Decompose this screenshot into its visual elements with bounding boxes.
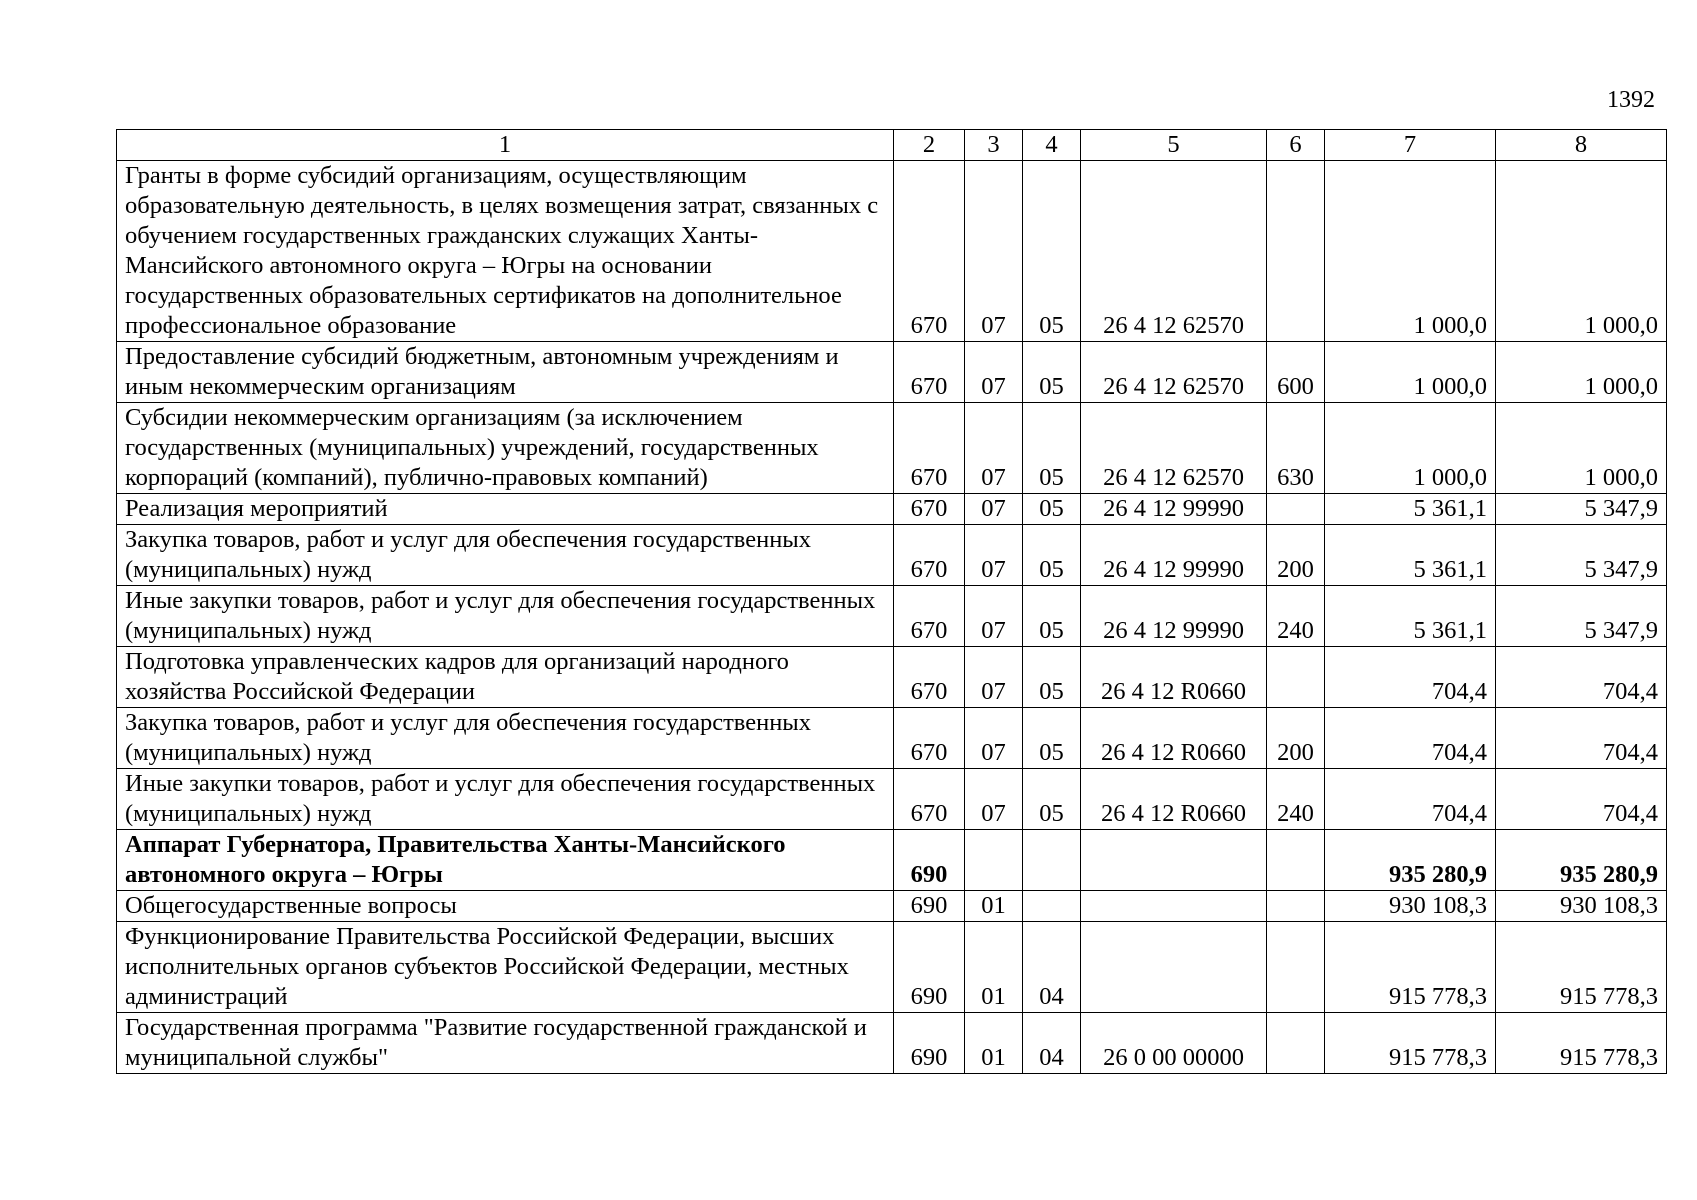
table-row [117, 769, 1667, 830]
row-sum2: 704,4 [1496, 769, 1667, 830]
row-subsection: 05 [1023, 769, 1081, 830]
row-target: 26 4 12 62570 [1081, 342, 1267, 403]
row-expense-type: 200 [1267, 708, 1325, 769]
row-ministry: 670 [894, 586, 965, 647]
row-name: Гранты в форме субсидий организациям, осуществляющим образовательную деятельность, в целях возмещения затрат, связанных с обучением государственных гражданских служащих Ханты-Мансийского автономного округа – Югры на основании государственных образовательных сертификатов на дополнительное профессиональное образование [117, 161, 894, 342]
row-sum1: 915 778,3 [1325, 1013, 1496, 1074]
row-section: 07 [965, 494, 1023, 525]
table-row [117, 891, 1667, 922]
row-target: 26 4 12 99990 [1081, 494, 1267, 525]
row-subsection: 05 [1023, 708, 1081, 769]
row-name: Общегосударственные вопросы [117, 891, 894, 922]
row-sum2: 704,4 [1496, 708, 1667, 769]
row-sum2: 1 000,0 [1496, 342, 1667, 403]
row-section: 07 [965, 161, 1023, 342]
row-name: Субсидии некоммерческим организациям (за исключением государственных (муниципальных) учреждений, государственных корпораций (компаний), публично-правовых компаний) [117, 403, 894, 494]
row-ministry: 670 [894, 769, 965, 830]
row-name: Подготовка управленческих кадров для организаций народного хозяйства Российской Федерации [117, 647, 894, 708]
row-subsection: 05 [1023, 525, 1081, 586]
row-expense-type [1267, 891, 1325, 922]
table-row [117, 1013, 1667, 1074]
row-target: 26 4 12 62570 [1081, 403, 1267, 494]
row-name: Иные закупки товаров, работ и услуг для обеспечения государственных (муниципальных) нужд [117, 769, 894, 830]
header-cell: 6 [1267, 130, 1325, 161]
header-row [117, 130, 1667, 161]
row-sum1: 1 000,0 [1325, 403, 1496, 494]
row-target [1081, 830, 1267, 891]
row-ministry: 670 [894, 403, 965, 494]
table-row [117, 525, 1667, 586]
row-target: 26 4 12 R0660 [1081, 769, 1267, 830]
row-section: 07 [965, 342, 1023, 403]
row-name: Иные закупки товаров, работ и услуг для обеспечения государственных (муниципальных) нужд [117, 586, 894, 647]
row-sum1: 1 000,0 [1325, 161, 1496, 342]
row-section: 01 [965, 891, 1023, 922]
row-sum1: 5 361,1 [1325, 525, 1496, 586]
row-target [1081, 922, 1267, 1013]
row-subsection: 04 [1023, 1013, 1081, 1074]
row-name: Реализация мероприятий [117, 494, 894, 525]
row-sum2: 1 000,0 [1496, 403, 1667, 494]
row-sum2: 5 347,9 [1496, 494, 1667, 525]
table-row-bold [117, 830, 1667, 891]
table-row [117, 342, 1667, 403]
row-section: 07 [965, 769, 1023, 830]
header-cell: 2 [894, 130, 965, 161]
row-sum1: 935 280,9 [1325, 830, 1496, 891]
row-subsection: 05 [1023, 403, 1081, 494]
row-name: Закупка товаров, работ и услуг для обеспечения государственных (муниципальных) нужд [117, 708, 894, 769]
row-ministry: 670 [894, 494, 965, 525]
row-target: 26 4 12 R0660 [1081, 647, 1267, 708]
row-name: Закупка товаров, работ и услуг для обеспечения государственных (муниципальных) нужд [117, 525, 894, 586]
row-sum2: 935 280,9 [1496, 830, 1667, 891]
row-sum1: 5 361,1 [1325, 494, 1496, 525]
row-section: 07 [965, 525, 1023, 586]
row-subsection: 05 [1023, 494, 1081, 525]
row-expense-type [1267, 161, 1325, 342]
row-ministry: 670 [894, 647, 965, 708]
row-subsection: 05 [1023, 586, 1081, 647]
row-subsection [1023, 830, 1081, 891]
row-section [965, 830, 1023, 891]
row-target: 26 4 12 R0660 [1081, 708, 1267, 769]
row-subsection: 05 [1023, 161, 1081, 342]
row-sum2: 915 778,3 [1496, 922, 1667, 1013]
row-sum2: 704,4 [1496, 647, 1667, 708]
row-expense-type: 600 [1267, 342, 1325, 403]
header-cell: 5 [1081, 130, 1267, 161]
row-expense-type: 240 [1267, 769, 1325, 830]
row-ministry: 670 [894, 708, 965, 769]
row-name: Предоставление субсидий бюджетным, автономным учреждениям и иным некоммерческим организациям [117, 342, 894, 403]
row-ministry: 670 [894, 342, 965, 403]
header-cell: 4 [1023, 130, 1081, 161]
row-expense-type [1267, 1013, 1325, 1074]
row-expense-type: 200 [1267, 525, 1325, 586]
row-sum2: 5 347,9 [1496, 525, 1667, 586]
row-subsection: 05 [1023, 647, 1081, 708]
row-sum1: 1 000,0 [1325, 342, 1496, 403]
page-number: 1392 [1607, 87, 1655, 113]
row-expense-type [1267, 830, 1325, 891]
row-target: 26 0 00 00000 [1081, 1013, 1267, 1074]
table-row [117, 708, 1667, 769]
table-row [117, 403, 1667, 494]
row-sum2: 915 778,3 [1496, 1013, 1667, 1074]
row-name: Аппарат Губернатора, Правительства Ханты-Мансийского автономного округа – Югры [117, 830, 894, 891]
row-section: 07 [965, 647, 1023, 708]
table-row [117, 647, 1667, 708]
row-target: 26 4 12 99990 [1081, 586, 1267, 647]
header-cell: 3 [965, 130, 1023, 161]
row-sum2: 5 347,9 [1496, 586, 1667, 647]
row-ministry: 690 [894, 1013, 965, 1074]
row-ministry: 690 [894, 830, 965, 891]
budget-table [116, 129, 1667, 1074]
row-target [1081, 891, 1267, 922]
row-sum1: 704,4 [1325, 647, 1496, 708]
row-ministry: 690 [894, 891, 965, 922]
row-subsection [1023, 891, 1081, 922]
row-expense-type [1267, 922, 1325, 1013]
row-section: 07 [965, 403, 1023, 494]
row-expense-type: 630 [1267, 403, 1325, 494]
row-ministry: 690 [894, 922, 965, 1013]
row-expense-type [1267, 647, 1325, 708]
row-sum1: 930 108,3 [1325, 891, 1496, 922]
header-cell: 8 [1496, 130, 1667, 161]
header-cell: 7 [1325, 130, 1496, 161]
row-sum2: 1 000,0 [1496, 161, 1667, 342]
table-row [117, 586, 1667, 647]
row-section: 01 [965, 922, 1023, 1013]
row-subsection: 05 [1023, 342, 1081, 403]
row-expense-type [1267, 494, 1325, 525]
row-subsection: 04 [1023, 922, 1081, 1013]
row-sum1: 915 778,3 [1325, 922, 1496, 1013]
row-section: 01 [965, 1013, 1023, 1074]
table-row [117, 494, 1667, 525]
table-row [117, 161, 1667, 342]
row-target: 26 4 12 62570 [1081, 161, 1267, 342]
row-sum1: 704,4 [1325, 769, 1496, 830]
row-sum1: 5 361,1 [1325, 586, 1496, 647]
row-sum2: 930 108,3 [1496, 891, 1667, 922]
row-expense-type: 240 [1267, 586, 1325, 647]
table-row [117, 922, 1667, 1013]
row-sum1: 704,4 [1325, 708, 1496, 769]
row-target: 26 4 12 99990 [1081, 525, 1267, 586]
row-section: 07 [965, 708, 1023, 769]
header-cell: 1 [117, 130, 894, 161]
row-section: 07 [965, 586, 1023, 647]
row-ministry: 670 [894, 525, 965, 586]
row-ministry: 670 [894, 161, 965, 342]
row-name: Функционирование Правительства Российской Федерации, высших исполнительных органов субъектов Российской Федерации, местных администраций [117, 922, 894, 1013]
row-name: Государственная программа "Развитие государственной гражданской и муниципальной службы" [117, 1013, 894, 1074]
